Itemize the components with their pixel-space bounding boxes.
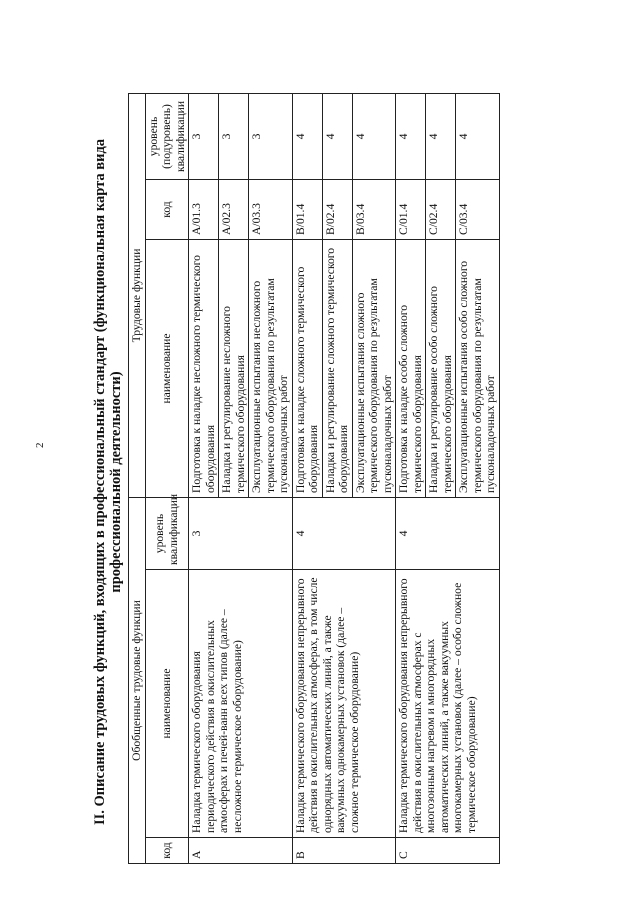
tf-code: C/02.4: [426, 180, 456, 240]
gtf-code: C: [396, 838, 500, 864]
gtf-name: Наладка термического оборудования периодического действия в окислительных атмосферах и печей-ванн всех типов (далее – несложное термическое оборудование): [189, 570, 293, 838]
header-row-columns: [145, 93, 189, 863]
table-row: [292, 93, 322, 863]
section-title-line2: профессиональной деятельности): [108, 371, 124, 593]
tf-level: 4: [322, 93, 352, 179]
tf-name: Эксплуатационные испытания сложного термического оборудования по результатам пусконаладочных работ: [352, 240, 396, 498]
gtf-name: Наладка термического оборудования непрерывного действия в окислительных атмосферах с многозонным нагревом и многорядных автоматических линий, а также вакуумных многокамерных установок (далее – особо сложное термическое оборудование): [396, 570, 500, 838]
gtf-level: 4: [396, 498, 500, 570]
header-qualification-level: уровень квалификации: [145, 498, 189, 570]
header-name: наименование: [145, 570, 189, 838]
tf-level: 4: [352, 93, 396, 179]
tf-name: Эксплуатационные испытания несложного термического оборудования по результатам пусконаладочных работ: [249, 240, 293, 498]
tf-name: Подготовка к наладке сложного термического оборудования: [292, 240, 322, 498]
section-title-line1: II. Описание трудовых функций, входящих в профессиональный стандарт (функциональная карта вида: [92, 138, 108, 826]
tf-name: Эксплуатационные испытания особо сложного термического оборудования по результатам пусконаладочных работ: [456, 240, 500, 498]
tf-code: A/02.3: [219, 180, 249, 240]
tf-code: B/02.4: [322, 180, 352, 240]
page-number: 2: [34, 442, 46, 448]
tf-name: Наладка и регулирование особо сложного термического оборудования: [426, 240, 456, 498]
tf-level: 4: [396, 93, 426, 179]
tf-code: A/01.3: [189, 180, 219, 240]
gtf-code: B: [292, 838, 396, 864]
section-title: [92, 102, 124, 862]
header-row-groups: [129, 93, 146, 863]
tf-code: A/03.3: [249, 180, 293, 240]
tf-code: C/01.4: [396, 180, 426, 240]
tf-level: 4: [292, 93, 322, 179]
header-tf-code: код: [145, 180, 189, 240]
tf-level: 3: [249, 93, 293, 179]
tf-name: Наладка и регулирование несложного термического оборудования: [219, 240, 249, 498]
header-tf-name: наименование: [145, 240, 189, 498]
header-sublevel: уровень (подуровень) квалификации: [145, 93, 189, 179]
header-code: код: [145, 838, 189, 864]
rotated-sheet: [64, 82, 604, 882]
functional-map-table: [128, 93, 500, 864]
gtf-level: 3: [189, 498, 293, 570]
tf-level: 3: [189, 93, 219, 179]
tf-level: 3: [219, 93, 249, 179]
header-functions: Трудовые функции: [129, 93, 146, 497]
table-row: [396, 93, 426, 863]
tf-level: 4: [426, 93, 456, 179]
tf-level: 4: [456, 93, 500, 179]
tf-code: B/03.4: [352, 180, 396, 240]
table-row: [189, 93, 219, 863]
tf-name: Наладка и регулирование сложного термического оборудования: [322, 240, 352, 498]
tf-name: Подготовка к наладке особо сложного термического оборудования: [396, 240, 426, 498]
header-generalized: Обобщенные трудовые функции: [129, 498, 146, 864]
gtf-name: Наладка термического оборудования непрерывного действия в окислительных атмосферах, в том числе однорядных автоматических линий, а также вакуумных однокамерных установок (далее – сложное термическое оборудование): [292, 570, 396, 838]
tf-name: Подготовка к наладке несложного термического оборудования: [189, 240, 219, 498]
gtf-level: 4: [292, 498, 396, 570]
tf-code: C/03.4: [456, 180, 500, 240]
gtf-code: A: [189, 838, 293, 864]
tf-code: B/01.4: [292, 180, 322, 240]
